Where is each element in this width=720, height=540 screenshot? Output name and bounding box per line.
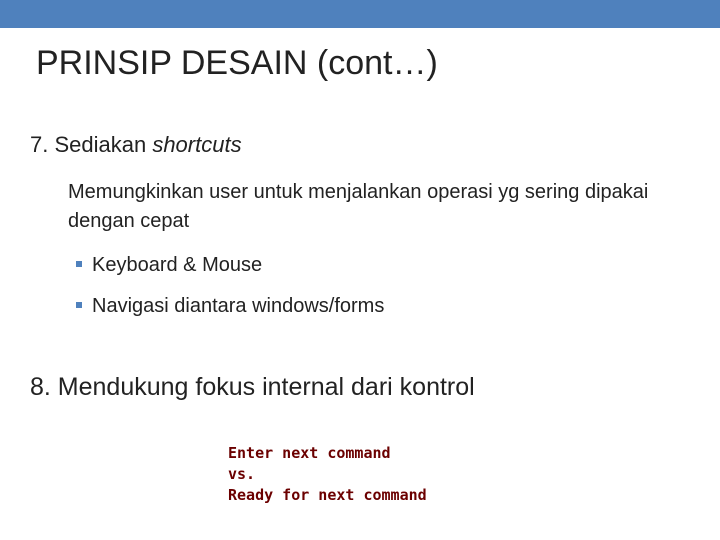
section-8-heading: 8. Mendukung fokus internal dari kontrol	[30, 373, 475, 401]
square-bullet-icon	[76, 261, 82, 267]
section-7-heading	[30, 132, 242, 158]
code-line: vs.	[228, 465, 256, 483]
bullet-item	[76, 254, 262, 277]
slide-title: PRINSIP DESAIN (cont…)	[36, 44, 438, 82]
code-line: Ready for next command	[228, 486, 427, 504]
bullet-item	[76, 295, 384, 318]
top-accent-bar	[0, 0, 720, 28]
bullet-label: Keyboard & Mouse	[92, 254, 263, 276]
bullet-label: Navigasi diantara windows/forms	[92, 295, 385, 317]
section-7-heading-italic: shortcuts	[152, 132, 242, 157]
code-line: Enter next command	[228, 444, 391, 462]
square-bullet-icon	[76, 302, 82, 308]
code-example	[228, 443, 427, 506]
section-7-description: Memungkinkan user untuk menjalankan operasi yg sering dipakai dengan cepat	[68, 181, 649, 232]
section-7-heading-prefix: 7. Sediakan	[30, 132, 153, 157]
